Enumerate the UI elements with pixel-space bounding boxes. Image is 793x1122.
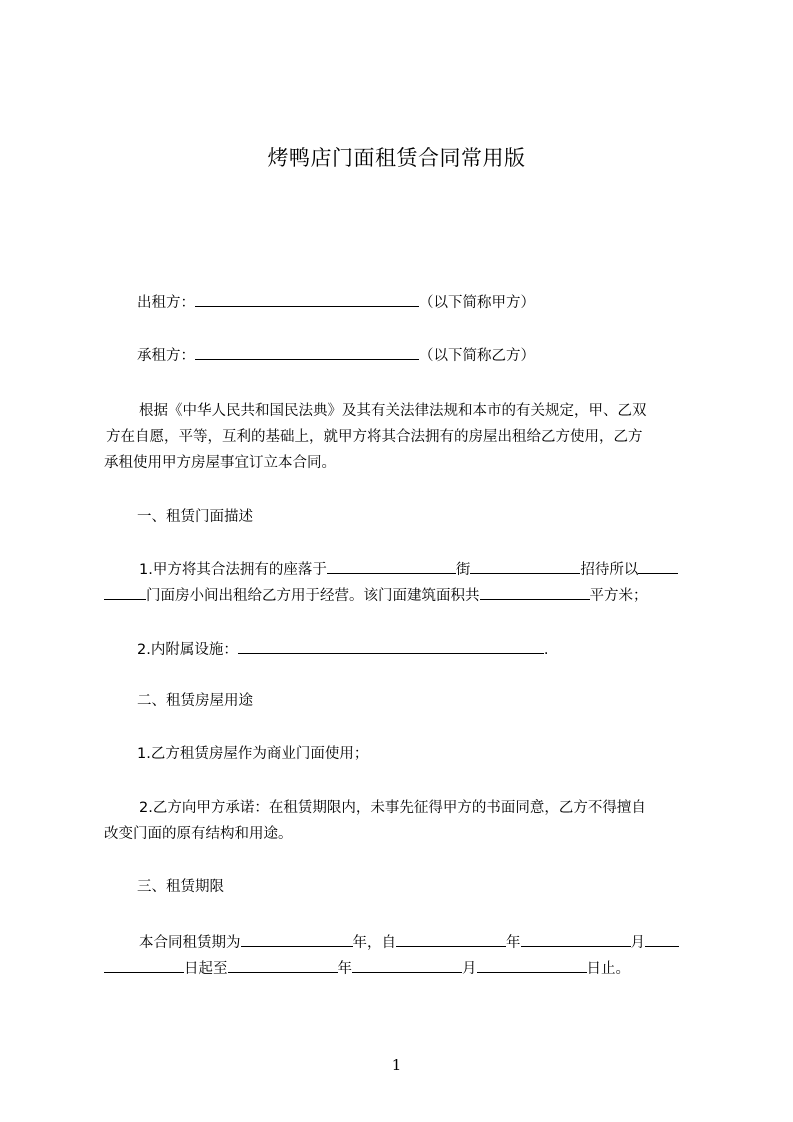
end-year-blank	[228, 957, 338, 973]
lessor-suffix: （以下简称甲方）	[419, 295, 535, 311]
location-blank	[327, 558, 456, 574]
start-day-blank-start	[645, 931, 679, 947]
section3-term-line1: 本合同租赁期为 年，自 年 月	[139, 931, 679, 953]
start-day-blank-end	[104, 957, 184, 973]
lessor-name-blank	[195, 291, 419, 307]
facilities-blank	[238, 638, 544, 654]
lessor-label: 出租方：	[137, 295, 195, 311]
preamble-line-2: 方在自愿，平等，互利的基础上，就甲方将其合法拥有的房屋出租给乙方使用，乙方	[106, 429, 643, 445]
section1-heading: 一、租赁门面描述	[137, 509, 253, 525]
end-month-blank	[352, 957, 462, 973]
guesthouse-blank-end	[104, 584, 146, 600]
term-years-blank	[241, 931, 353, 947]
lessee-line	[137, 344, 535, 366]
end-day-blank	[477, 957, 587, 973]
page-number: 1	[391, 1056, 402, 1074]
document-title: 烤鸭店门面租赁合同常用版	[267, 146, 526, 170]
area-blank	[480, 584, 590, 600]
preamble-line-3: 承租使用甲方房屋事宜订立本合同。	[104, 455, 336, 471]
section1-item1-line1: 1.甲方将其合法拥有的座落于 街 招待所以	[139, 558, 678, 580]
section2-item2-line2: 改变门面的原有结构和用途。	[104, 826, 293, 842]
section3-heading: 三、租赁期限	[137, 879, 224, 895]
start-month-blank	[521, 931, 631, 947]
section2-item2-line1: 2.乙方向甲方承诺：在租赁期限内，未事先征得甲方的书面同意，乙方不得擅自	[139, 800, 646, 816]
lessee-label: 承租方：	[137, 348, 195, 364]
section2-item1: 1.乙方租赁房屋作为商业门面使用；	[137, 746, 369, 762]
section2-heading: 二、租赁房屋用途	[137, 693, 253, 709]
preamble-line-1: 根据《中华人民共和国民法典》及其有关法律法规和本市的有关规定，甲、乙双	[139, 403, 647, 419]
street-blank	[470, 558, 580, 574]
lessee-name-blank	[195, 344, 419, 360]
lessor-line	[137, 291, 535, 313]
section1-item2: 2.内附属设施： .	[137, 638, 548, 660]
start-year-blank	[396, 931, 506, 947]
section1-item1-line2: 门面房小间出租给乙方用于经营。该门面建筑面积共 平方米；	[104, 584, 648, 606]
guesthouse-blank-start	[638, 558, 678, 574]
lessee-suffix: （以下简称乙方）	[419, 348, 535, 364]
section3-term-line2: 日起至 年 月 日止。	[104, 957, 630, 979]
